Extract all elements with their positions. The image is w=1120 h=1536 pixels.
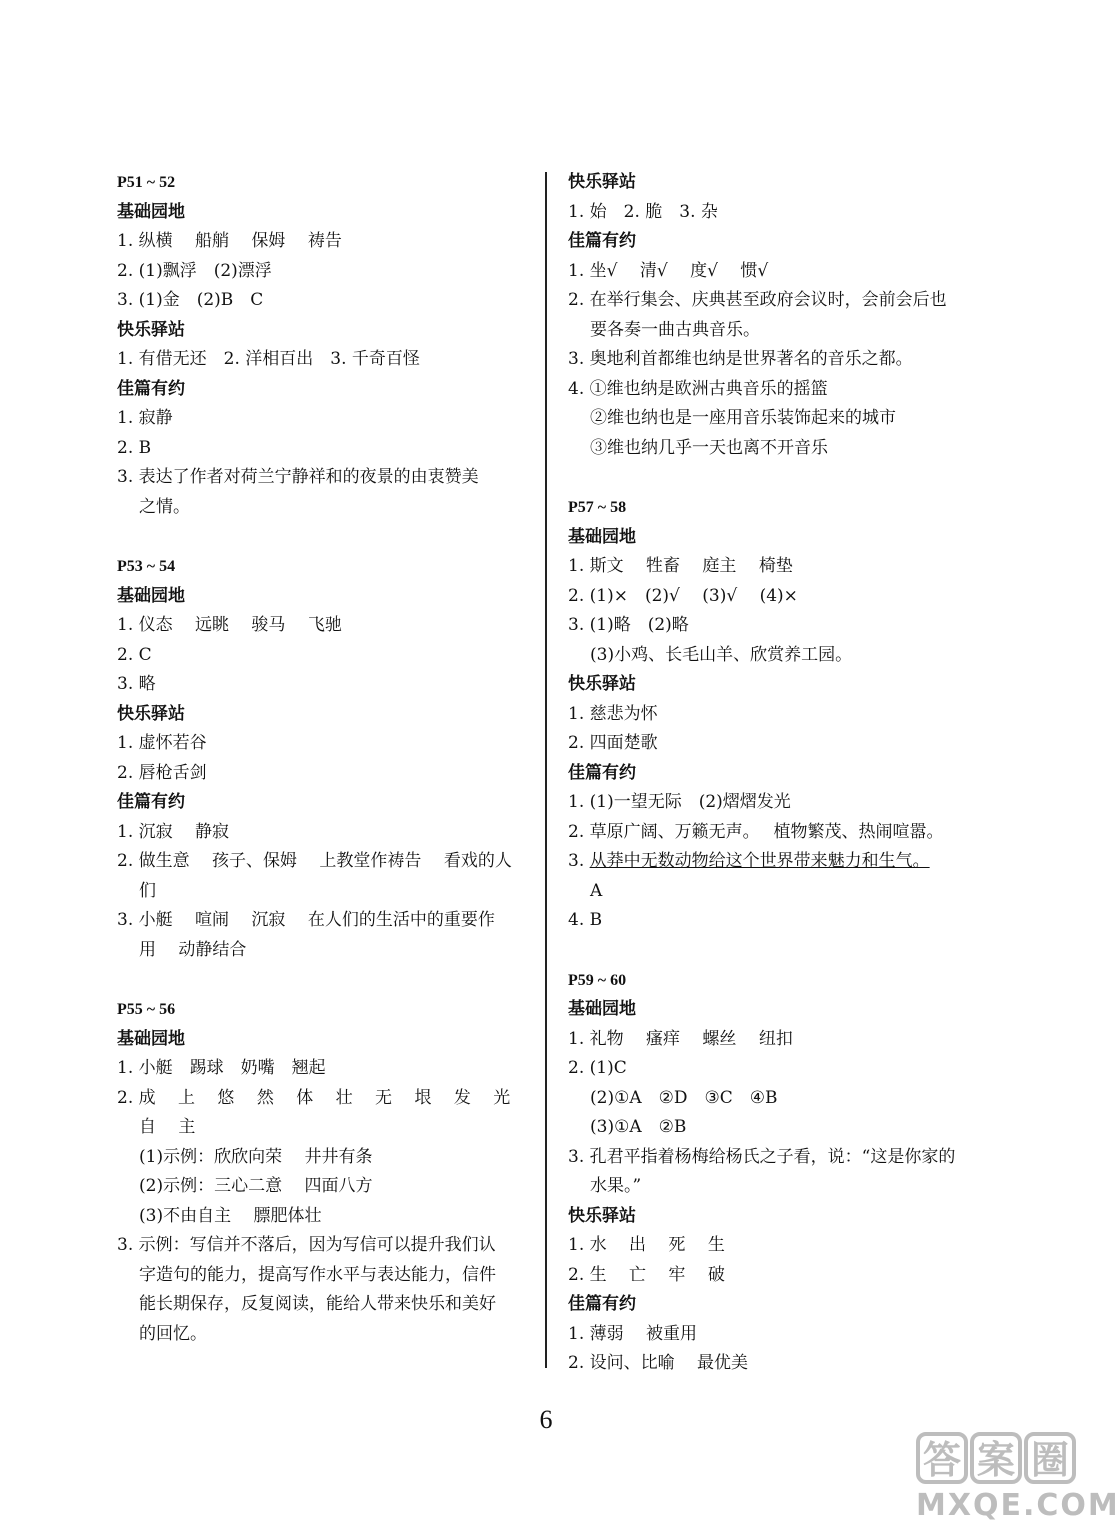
answer-line: 3. 小艇 喧闹 沉寂 在人们的生活中的重要作	[117, 910, 495, 930]
answer-number: 3.	[568, 851, 590, 871]
section-heading: 基础园地	[117, 585, 185, 606]
section-heading: 快乐驿站	[117, 703, 185, 724]
section-heading: 快乐驿站	[568, 1205, 636, 1226]
left-column	[117, 168, 532, 1349]
answer-continuation: 能长期保存，反复阅读，能给人带来快乐和美好	[139, 1294, 496, 1314]
column-divider	[545, 172, 547, 1368]
answer-continuation: 们	[139, 880, 156, 901]
answer-line: 1. (1)一望无际 (2)熠熠发光	[568, 792, 791, 812]
watermark-char: 案	[970, 1432, 1022, 1484]
underlined-answer: 从莽中无数动物给这个世界带来魅力和生气。	[589, 851, 930, 871]
answer-continuation: 水果。”	[590, 1176, 642, 1196]
section-heading: 佳篇有约	[568, 231, 636, 251]
answer-line: 2. 生 亡 牢 破	[568, 1264, 725, 1285]
watermark-text: MXQE.COM	[916, 1488, 1120, 1523]
answer-line: 4. B	[568, 910, 603, 930]
answer-line: 1. 寂静	[117, 408, 173, 428]
answer-line: 2. 做生意 孩子、保姆 上教堂作祷告 看戏的人	[117, 851, 512, 871]
section-heading: 佳篇有约	[568, 1294, 636, 1314]
answer-line: 1. 始 2. 脆 3. 杂	[568, 201, 718, 222]
answer-line: 2. 在举行集会、庆典甚至政府会议时，会前会后也	[568, 290, 947, 310]
answer-line	[568, 847, 988, 877]
page-number: 6	[539, 1405, 553, 1434]
answer-line: 1. 仪态 远眺 骏马 飞驰	[117, 615, 342, 635]
answer-line: 1. 虚怀若谷	[117, 733, 207, 753]
section-heading: 佳篇有约	[117, 378, 185, 399]
answer-continuation: (1)示例：欣欣向荣 井井有条	[139, 1146, 373, 1167]
watermark-char: 圈	[1024, 1432, 1076, 1484]
answer-continuation: (3)①A ②B	[590, 1117, 687, 1137]
section-heading: 快乐驿站	[568, 172, 636, 192]
page-range-label: P53 ~ 54	[117, 558, 176, 575]
answer-line: 2. 唇枪舌剑	[117, 762, 207, 783]
section-heading: 基础园地	[568, 526, 636, 547]
answer-continuation: (2)①A ②D ③C ④B	[590, 1087, 778, 1108]
answer-continuation: 用 动静结合	[139, 939, 247, 960]
answer-line: 1. 坐√ 清√ 度√ 惯√	[568, 260, 769, 281]
answer-line: 1. 有借无还 2. 洋相百出 3. 千奇百怪	[117, 349, 420, 369]
section-gap	[117, 965, 532, 995]
answer-continuation: ③维也纳几乎一天也离不开音乐	[590, 437, 828, 458]
answer-continuation: A	[590, 880, 603, 901]
answer-line: 2. 成 上 悠 然 体 壮 无 垠 发 光	[117, 1087, 511, 1108]
answer-line: 2. (1)× (2)√ (3)√ (4)×	[568, 585, 798, 606]
section-heading: 快乐驿站	[117, 319, 185, 340]
section-heading: 基础园地	[568, 999, 636, 1019]
answer-line: 3. 示例：写信并不落后，因为写信可以提升我们认	[117, 1235, 496, 1255]
section-gap	[568, 936, 988, 966]
right-column	[568, 168, 988, 1379]
answer-continuation: (2)示例：三心二意 四面八方	[139, 1176, 373, 1196]
answer-line: 1. 水 出 死 生	[568, 1235, 725, 1255]
section-heading: 佳篇有约	[117, 792, 185, 812]
answer-continuation: (3)不由自主 膘肥体壮	[139, 1205, 322, 1226]
watermark-logo	[916, 1432, 1120, 1532]
answer-continuation: (3)小鸡、长毛山羊、欣赏养工园。	[590, 644, 853, 665]
answer-line: 4. ①维也纳是欧洲古典音乐的摇篮	[568, 378, 828, 399]
watermark-char: 答	[916, 1432, 968, 1484]
answer-line: 3. 略	[117, 674, 156, 694]
answer-line: 2. 四面楚歌	[568, 733, 658, 753]
page-range-label: P51 ~ 52	[117, 174, 176, 191]
page-range-label: P55 ~ 56	[117, 1001, 176, 1018]
page-range-label: P59 ~ 60	[568, 971, 627, 989]
answer-line: 2. B	[117, 437, 152, 458]
answer-continuation: 的回忆。	[139, 1323, 207, 1344]
page-range-label: P57 ~ 58	[568, 499, 627, 516]
answer-line: 1. 薄弱 被重用	[568, 1323, 698, 1344]
answer-continuation: 字造句的能力，提高写作水平与表达能力，信件	[139, 1264, 496, 1285]
answer-line: 2. 设问、比喻 最优美	[568, 1353, 749, 1373]
answer-line: 2. 草原广阔、万籁无声。 植物繁茂、热闹喧嚣。	[568, 821, 944, 842]
answer-continuation: 要各奏一曲古典音乐。	[590, 319, 760, 340]
answer-line: 2. C	[117, 644, 152, 665]
answer-line: 2. (1)C	[568, 1058, 627, 1078]
answer-line: 3. 奥地利首都维也纳是世界著名的音乐之都。	[568, 349, 913, 369]
answer-continuation: 之情。	[139, 496, 190, 517]
answer-line: 3. (1)略 (2)略	[568, 615, 689, 635]
answer-line: 1. 小艇 踢球 奶嘴 翘起	[117, 1058, 326, 1078]
answer-line: 1. 慈悲为怀	[568, 703, 658, 724]
section-gap	[568, 463, 988, 493]
section-heading: 基础园地	[117, 1028, 185, 1049]
answer-continuation: ②维也纳也是一座用音乐装饰起来的城市	[590, 408, 896, 428]
answer-line: 1. 纵横 船艄 保姆 祷告	[117, 231, 342, 251]
answer-line: 1. 沉寂 静寂	[117, 821, 230, 842]
answer-line: 3. (1)金 (2)B C	[117, 290, 264, 310]
answer-line: 3. 孔君平指着杨梅给杨氏之子看，说：“这是你家的	[568, 1146, 956, 1167]
section-heading: 佳篇有约	[568, 762, 636, 783]
answer-line: 1. 斯文 牲畜 庭主 椅垫	[568, 556, 793, 576]
answer-line: 3. 表达了作者对荷兰宁静祥和的夜景的由衷赞美	[117, 467, 479, 487]
section-heading: 快乐驿站	[568, 674, 636, 694]
answer-continuation: 自 主	[139, 1117, 196, 1137]
answer-line: 2. (1)飘浮 (2)漂浮	[117, 260, 272, 281]
section-heading: 基础园地	[117, 201, 185, 222]
answer-line: 1. 礼物 瘙痒 螺丝 纽扣	[568, 1028, 793, 1049]
section-gap	[117, 522, 532, 552]
